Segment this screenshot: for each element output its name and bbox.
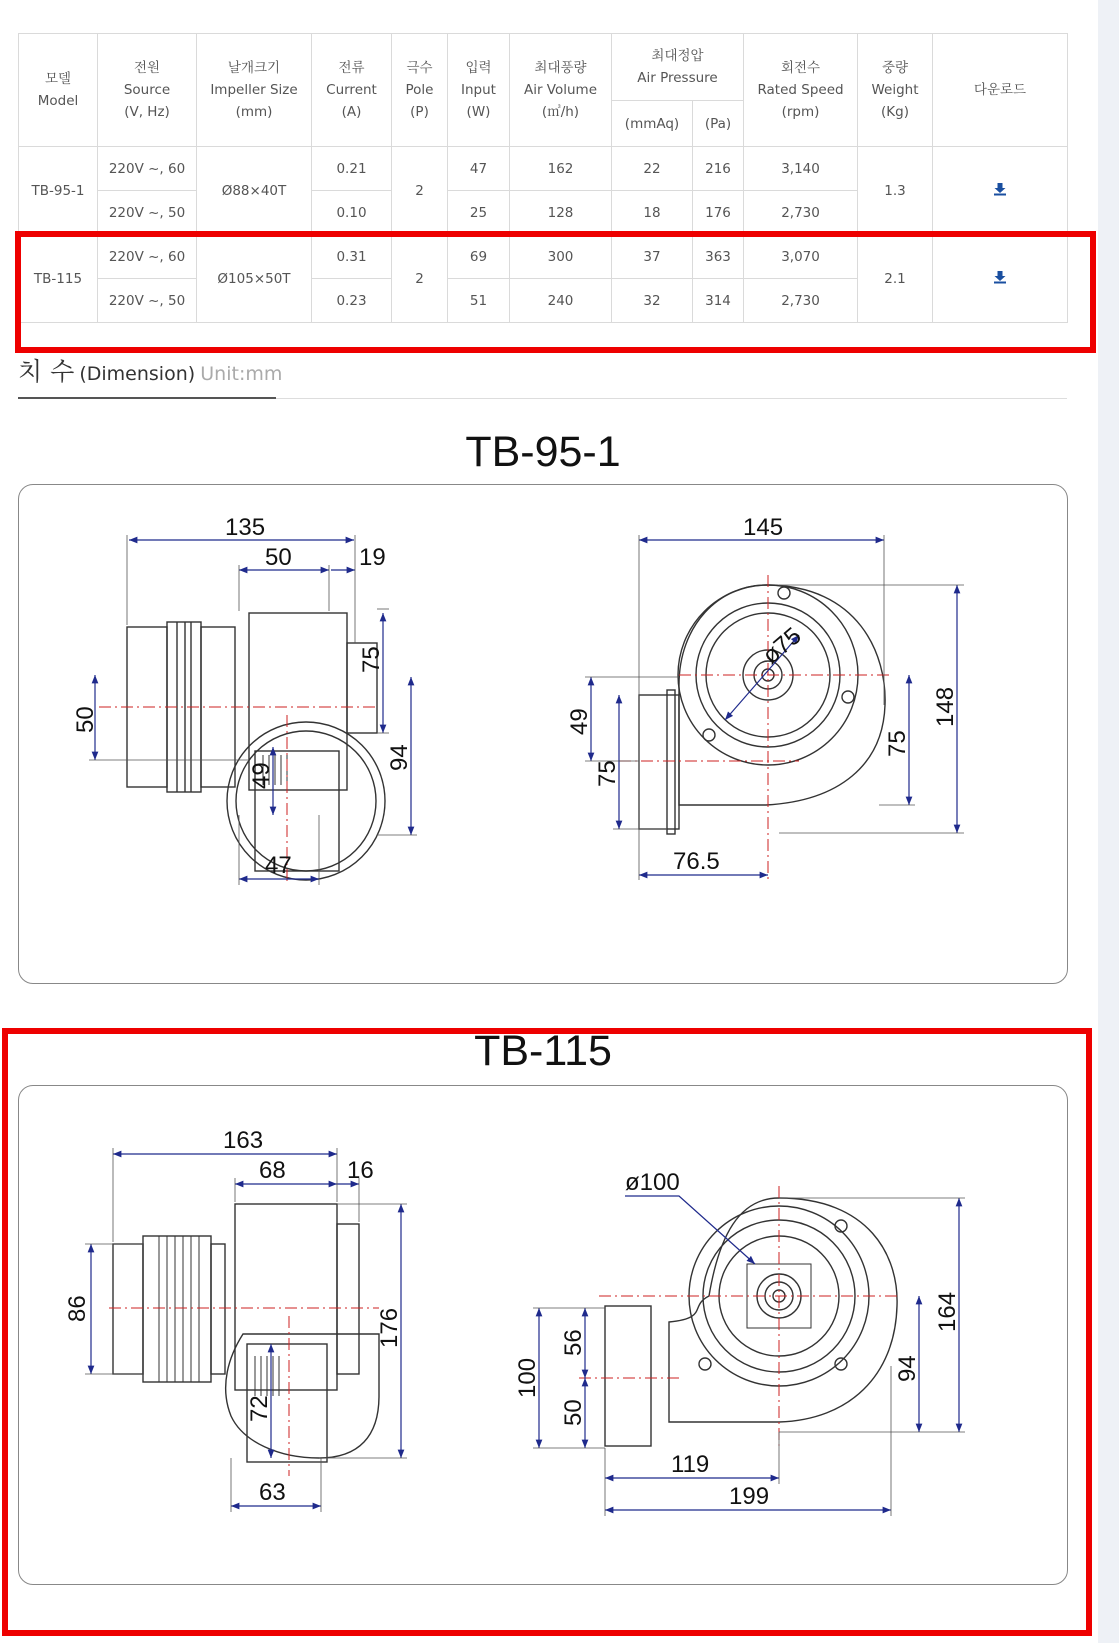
dim-overall: 135 xyxy=(225,514,266,541)
header-speed: 회전수 Rated Speed (rpm) xyxy=(744,34,858,147)
dim-housing: 68 xyxy=(259,1157,286,1184)
cell-current: 0.10 xyxy=(312,191,392,235)
cell-input: 51 xyxy=(448,279,510,323)
download-button-tb-115[interactable] xyxy=(933,235,1068,323)
cell-speed: 3,070 xyxy=(744,235,858,279)
dim-front-upper: 56 xyxy=(560,1329,587,1356)
dim-inlet: 19 xyxy=(359,544,386,571)
cell-model: TB-115 xyxy=(19,235,98,323)
header-download: 다운로드 xyxy=(933,34,1068,147)
drawing-svg-tb-95-1 xyxy=(19,485,1067,983)
cell-speed: 2,730 xyxy=(744,279,858,323)
cell-mmaq: 22 xyxy=(612,147,693,191)
dim-front-height: 148 xyxy=(932,686,959,727)
cell-air-volume: 240 xyxy=(510,279,612,323)
header-pa: (Pa) xyxy=(693,101,744,147)
header-input: 입력 Input (W) xyxy=(448,34,510,147)
header-air-volume: 최대풍량 Air Volume (㎥/h) xyxy=(510,34,612,147)
header-current: 전류 Current (A) xyxy=(312,34,392,147)
dim-bottom: 47 xyxy=(265,852,292,879)
dim-housing: 50 xyxy=(265,544,292,571)
cell-current: 0.21 xyxy=(312,147,392,191)
cell-impeller: Ø105×50T xyxy=(197,235,312,323)
dim-front-lower: 50 xyxy=(560,1399,587,1426)
dim-front-offset: 76.5 xyxy=(673,848,720,875)
side-view xyxy=(113,1204,379,1462)
cell-weight: 1.3 xyxy=(858,147,933,235)
dim-front-diameter: ø75 xyxy=(757,622,807,670)
cell-input: 25 xyxy=(448,191,510,235)
dim-motor: 86 xyxy=(64,1295,91,1322)
page-scroll-area xyxy=(1098,0,1119,1643)
side-dimension-lines xyxy=(91,1154,401,1506)
drawing-title-tb-95-1: TB-95-1 xyxy=(465,428,621,476)
dim-motor: 50 xyxy=(72,706,99,733)
side-dimension-lines xyxy=(95,540,411,879)
cell-pole: 2 xyxy=(392,147,448,235)
dim-front-flange: 75 xyxy=(594,760,621,787)
cell-speed: 2,730 xyxy=(744,191,858,235)
header-weight: 중량 Weight (Kg) xyxy=(858,34,933,147)
divider-accent xyxy=(18,397,276,399)
cell-air-volume: 128 xyxy=(510,191,612,235)
cell-current: 0.31 xyxy=(312,235,392,279)
cell-air-volume: 162 xyxy=(510,147,612,191)
cell-pa: 314 xyxy=(693,279,744,323)
header-pole: 극수 Pole (P) xyxy=(392,34,448,147)
drawing-svg-tb-115 xyxy=(19,1086,1067,1584)
cell-mmaq: 37 xyxy=(612,235,693,279)
dim-outlet-w: 72 xyxy=(246,1395,273,1422)
dimension-title: 치 수 (Dimension) Unit:mm xyxy=(18,357,283,386)
cell-current: 0.23 xyxy=(312,279,392,323)
cell-weight: 2.1 xyxy=(858,235,933,323)
dim-overall: 163 xyxy=(223,1127,264,1154)
side-center-lines xyxy=(109,1308,379,1476)
cell-source: 220V ~, 50 xyxy=(98,279,197,323)
front-view xyxy=(639,585,885,834)
cell-impeller: Ø88×40T xyxy=(197,147,312,235)
dim-inlet: 16 xyxy=(347,1157,374,1184)
dim-bottom: 63 xyxy=(259,1479,286,1506)
download-icon[interactable] xyxy=(993,182,1007,200)
table-row xyxy=(19,147,1068,191)
table-row xyxy=(19,235,1068,279)
cell-input: 69 xyxy=(448,235,510,279)
spec-table xyxy=(18,33,1068,323)
dim-front-height: 164 xyxy=(934,1291,961,1332)
dim-front-width: 199 xyxy=(729,1483,770,1510)
front-center-lines xyxy=(619,575,889,880)
header-source: 전원 Source (V, Hz) xyxy=(98,34,197,147)
cell-source: 220V ~, 50 xyxy=(98,191,197,235)
front-center-lines xyxy=(579,1186,899,1446)
cell-air-volume: 300 xyxy=(510,235,612,279)
header-model: 모델 Model xyxy=(19,34,98,147)
dim-height: 176 xyxy=(376,1307,403,1348)
header-air-pressure: 최대정압 Air Pressure xyxy=(612,34,744,101)
drawing-tb-115 xyxy=(18,1085,1068,1585)
cell-input: 47 xyxy=(448,147,510,191)
dim-outlet-w: 49 xyxy=(248,762,275,789)
cell-model: TB-95-1 xyxy=(19,147,98,235)
dim-front-diameter: ø100 xyxy=(625,1169,680,1196)
front-view xyxy=(605,1198,897,1446)
cell-mmaq: 32 xyxy=(612,279,693,323)
cell-pole: 2 xyxy=(392,235,448,323)
cell-pa: 363 xyxy=(693,235,744,279)
download-button-tb-95-1[interactable] xyxy=(933,147,1068,235)
cell-source: 220V ~, 60 xyxy=(98,147,197,191)
download-icon[interactable] xyxy=(993,270,1007,288)
cell-pa: 176 xyxy=(693,191,744,235)
dim-front-outlet: 49 xyxy=(566,708,593,735)
front-dimension-lines xyxy=(591,540,957,875)
dim-front-center: 75 xyxy=(884,730,911,757)
drawing-tb-95-1 xyxy=(18,484,1068,984)
dim-front-flange: 100 xyxy=(514,1357,541,1398)
dim-outlet-h: 94 xyxy=(386,744,413,771)
side-view xyxy=(127,613,385,880)
dim-front-offset: 119 xyxy=(671,1451,710,1478)
front-extension-lines xyxy=(585,535,964,880)
dim-height: 75 xyxy=(358,646,385,673)
dim-front-width: 145 xyxy=(743,514,784,541)
cell-mmaq: 18 xyxy=(612,191,693,235)
dim-front-center: 94 xyxy=(894,1355,921,1382)
cell-source: 220V ~, 60 xyxy=(98,235,197,279)
front-dimension-lines xyxy=(539,1196,959,1510)
header-mmaq: (mmAq) xyxy=(612,101,693,147)
cell-pa: 216 xyxy=(693,147,744,191)
cell-speed: 3,140 xyxy=(744,147,858,191)
drawing-title-tb-115: TB-115 xyxy=(474,1027,612,1075)
header-impeller: 날개크기 Impeller Size (mm) xyxy=(197,34,312,147)
